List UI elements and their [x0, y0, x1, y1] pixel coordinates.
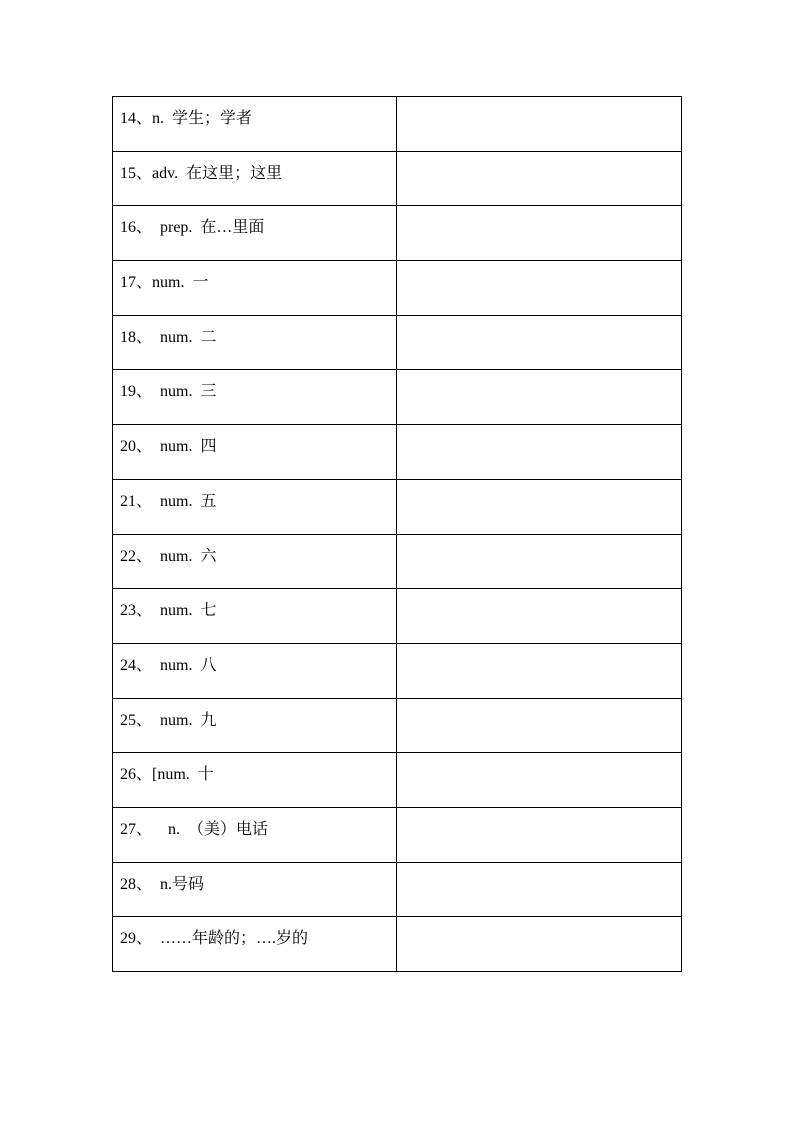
prompt-text: 14、n. 学生；学者 — [120, 110, 253, 127]
prompt-cell — [113, 589, 397, 644]
answer-cell[interactable] — [397, 698, 682, 753]
prompt-cell — [113, 97, 397, 152]
prompt-cell — [113, 643, 397, 698]
prompt-text: 25、 num. 九 — [120, 711, 217, 729]
table-row — [113, 807, 682, 862]
table-row — [113, 479, 682, 534]
table-row — [113, 862, 682, 917]
prompt-text: 23、 num. 七 — [120, 602, 217, 620]
answer-cell[interactable] — [397, 917, 682, 972]
answer-cell[interactable] — [397, 589, 682, 644]
prompt-text: 20、 num. 四 — [120, 438, 217, 456]
prompt-text: 24、 num. 八 — [120, 656, 217, 674]
prompt-text: 19、 num. 三 — [120, 383, 217, 401]
table-row — [113, 315, 682, 370]
prompt-text: 21、 num. 五 — [120, 492, 217, 510]
answer-cell[interactable] — [397, 753, 682, 808]
answer-cell[interactable] — [397, 425, 682, 480]
answer-cell[interactable] — [397, 534, 682, 589]
table-row — [113, 753, 682, 808]
answer-cell[interactable] — [397, 370, 682, 425]
prompt-cell — [113, 261, 397, 316]
vocab-table — [112, 96, 682, 972]
prompt-cell — [113, 862, 397, 917]
table-row — [113, 206, 682, 261]
prompt-text: 27、 n. （美）电话 — [120, 820, 269, 838]
vocab-table-body — [113, 97, 682, 972]
answer-cell[interactable] — [397, 206, 682, 261]
prompt-cell — [113, 698, 397, 753]
table-row — [113, 261, 682, 316]
prompt-text: 28、 n.号码 — [120, 875, 205, 893]
prompt-text: 17、num. 一 — [120, 274, 209, 292]
prompt-text: 16、 prep. 在…里面 — [120, 219, 265, 237]
answer-cell[interactable] — [397, 862, 682, 917]
answer-cell[interactable] — [397, 643, 682, 698]
answer-cell[interactable] — [397, 97, 682, 152]
prompt-cell — [113, 370, 397, 425]
answer-cell[interactable] — [397, 479, 682, 534]
answer-cell[interactable] — [397, 151, 682, 206]
prompt-cell — [113, 479, 397, 534]
table-row — [113, 534, 682, 589]
prompt-text: 26、[num. 十 — [120, 766, 214, 784]
prompt-text: 29、 ……年龄的；….岁的 — [120, 930, 309, 948]
table-row — [113, 151, 682, 206]
prompt-cell — [113, 753, 397, 808]
table-row — [113, 97, 682, 152]
table-row — [113, 425, 682, 480]
table-row — [113, 589, 682, 644]
prompt-cell — [113, 807, 397, 862]
answer-cell[interactable] — [397, 315, 682, 370]
prompt-text: 22、 num. 六 — [120, 547, 217, 565]
table-row — [113, 370, 682, 425]
prompt-cell — [113, 917, 397, 972]
answer-cell[interactable] — [397, 261, 682, 316]
prompt-text: 15、adv. 在这里；这里 — [120, 164, 283, 182]
prompt-cell — [113, 425, 397, 480]
answer-cell[interactable] — [397, 807, 682, 862]
table-row — [113, 917, 682, 972]
table-row — [113, 698, 682, 753]
prompt-cell — [113, 315, 397, 370]
prompt-cell — [113, 151, 397, 206]
prompt-text: 18、 num. 二 — [120, 328, 217, 346]
prompt-cell — [113, 534, 397, 589]
prompt-cell — [113, 206, 397, 261]
table-row — [113, 643, 682, 698]
